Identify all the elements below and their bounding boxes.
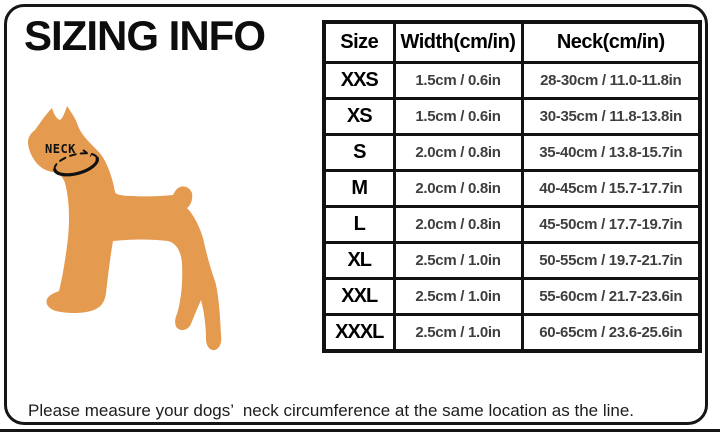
value-cell: 2.0cm / 0.8in (394, 207, 522, 243)
value-cell: 28-30cm / 11.0-11.8in (522, 63, 700, 99)
dog-silhouette-graphic (15, 95, 285, 365)
table-row (324, 171, 700, 207)
size-table-body (324, 63, 700, 352)
neck-label: NECK (45, 142, 76, 156)
size-table-header-row (324, 22, 700, 63)
size-cell: XL (324, 243, 394, 279)
measure-instruction: Please measure your dogs’ neck circumference at the same location as the line. (28, 401, 635, 420)
value-cell: 2.5cm / 1.0in (394, 279, 522, 315)
value-cell: 30-35cm / 11.8-13.8in (522, 99, 700, 135)
size-cell: XXS (324, 63, 394, 99)
size-cell: M (324, 171, 394, 207)
table-row (324, 207, 700, 243)
value-cell: 60-65cm / 23.6-25.6in (522, 315, 700, 352)
column-header: Size (324, 22, 394, 63)
size-cell: L (324, 207, 394, 243)
value-cell: 50-55cm / 19.7-21.7in (522, 243, 700, 279)
value-cell: 45-50cm / 17.7-19.7in (522, 207, 700, 243)
value-cell: 1.5cm / 0.6in (394, 99, 522, 135)
value-cell: 55-60cm / 21.7-23.6in (522, 279, 700, 315)
size-cell: XS (324, 99, 394, 135)
page-title: SIZING INFO (24, 12, 265, 59)
value-cell: 40-45cm / 15.7-17.7in (522, 171, 700, 207)
table-row (324, 243, 700, 279)
value-cell: 1.5cm / 0.6in (394, 63, 522, 99)
column-header: Width(cm/in) (394, 22, 522, 63)
size-cell: S (324, 135, 394, 171)
sizing-table (322, 20, 702, 353)
table-row (324, 279, 700, 315)
value-cell: 2.0cm / 0.8in (394, 135, 522, 171)
size-cell: XXXL (324, 315, 394, 352)
value-cell: 2.5cm / 1.0in (394, 315, 522, 352)
value-cell: 2.5cm / 1.0in (394, 243, 522, 279)
table-row (324, 315, 700, 352)
size-cell: XXL (324, 279, 394, 315)
column-header: Neck(cm/in) (522, 22, 700, 63)
table-row (324, 63, 700, 99)
dog-illustration (15, 95, 285, 365)
table-row (324, 135, 700, 171)
table-row (324, 99, 700, 135)
value-cell: 35-40cm / 13.8-15.7in (522, 135, 700, 171)
value-cell: 2.0cm / 0.8in (394, 171, 522, 207)
